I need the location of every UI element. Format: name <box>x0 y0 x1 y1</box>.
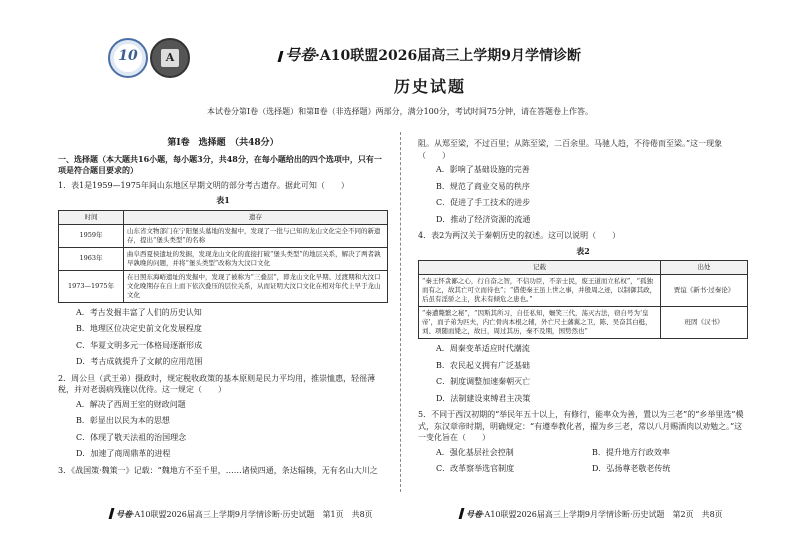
table-1-caption: 表1 <box>216 195 230 205</box>
table-row <box>59 270 388 302</box>
q1-option-a: A．考古发掘丰富了人们的历史认知 <box>76 307 202 317</box>
right-column <box>418 138 748 480</box>
table-row <box>59 224 388 247</box>
alliance-logo-text: 10 <box>118 48 138 64</box>
table-cell-record: “秦王怀贪鄙之心，行自奋之智，不信功臣，不亲士民，废王道而立私权”，“孤独而有之，故其亡可立而待也”；“借使秦王虽上世之事，并殷周之迹，以制御其政，后虽有淫骄之主，犹未有倾危之患也。” <box>419 275 661 307</box>
table-header-source: 出处 <box>661 261 748 275</box>
table-header-time: 时间 <box>59 210 124 224</box>
table-cell-site: 山东省文物部门在宁阳堡头墓地的发掘中，发现了一批与已知的龙山文化完全不同的新遗存，提出“堡头类型”的名称 <box>124 224 388 247</box>
q3-option-b: B．规范了商业交易的秩序 <box>436 181 530 191</box>
table-header-row <box>59 210 388 224</box>
q4-option-c: C．制度调整加速秦朝灭亡 <box>436 377 531 386</box>
section-title: 第Ⅰ卷 选择题 （共48分） <box>167 138 279 148</box>
school-seal-logo <box>150 38 190 78</box>
table-cell-source: 贾谊《新书·过秦论》 <box>661 275 748 307</box>
table-cell-time: 1963年 <box>59 247 124 270</box>
q4-option-b: B．农民起义拥有广泛基础 <box>436 360 530 370</box>
question-3-stem: 3．《战国策·魏策一》记载：“魏地方不至千里，……诸侯四通，条达辐辏，无有名山大川之 <box>58 465 378 475</box>
column-divider <box>400 132 401 492</box>
q1-option-d: D．考古成就提升了文献的应用范围 <box>76 357 203 366</box>
alliance-logo <box>108 38 148 78</box>
table-header-site: 遗存 <box>124 210 388 224</box>
exam-instructions: 本试卷分第Ⅰ卷（选择题）和第Ⅱ卷（非选择题）两部分，满分100分，考试时间75分钟，请在答题卷上作答。 <box>206 107 594 116</box>
question-5-stem: 5．不同于西汉初期的“举民年五十以上，有修行，能率众为善，置以为三老”的“乡举里选”模式，东汉章帝时期，明确规定：“有遵奉教化者，擢为乡三老，常以八月赐酒肉以劝勉之。”这一变化旨在（ ） <box>418 410 744 442</box>
brand-name: 号卷 <box>285 46 316 64</box>
q2-option-d: D．加速了商周鼎革的进程 <box>76 449 171 458</box>
left-column <box>58 138 388 479</box>
footer-left-text: ·A10联盟2026届高三上学期9月学情诊断·历史试题 第1页 共8页 <box>132 510 373 519</box>
footer-left <box>110 508 373 520</box>
q2-option-b: B．彰显出以民为本的思想 <box>76 416 170 425</box>
footer-right <box>460 508 723 520</box>
exam-title <box>250 44 610 65</box>
table-2-caption: 表2 <box>576 245 590 256</box>
table-cell-time: 1959年 <box>59 224 124 247</box>
table-header-record: 记载 <box>419 261 661 275</box>
subject-title: 历史试题 <box>393 77 466 96</box>
q5-option-b: B．提升地方行政效率 <box>592 447 670 457</box>
q5-option-c: C．改革察举选官制度 <box>436 464 515 473</box>
brand-mark-icon <box>459 508 465 519</box>
q3-option-a: A．影响了基础设施的完善 <box>436 165 530 174</box>
q1-option-b: B．地理区位决定史前文化发展程度 <box>76 324 202 333</box>
q5-options-row <box>436 447 748 459</box>
question-2-stem: 2．周公旦（武王弟）摄政时，规定税收政策的基本原则是民力平均用，推崇恤惠，轻徭薄税，并对老弱病残施以优待。这一规定（ ） <box>58 373 376 394</box>
table-cell-site: 在日照东海峪遗址的发掘中，发现了被称为“三叠层”，即龙山文化早期、过渡期和大汶口文化晚期存在自上而下依次叠压的层位关系，从而证明大汶口文化在相对年代上早于龙山文化 <box>124 270 388 302</box>
footer-right-text: ·A10联盟2026届高三上学期9月学情诊断·历史试题 第2页 共8页 <box>482 510 723 519</box>
table-row <box>419 275 748 307</box>
q3-option-c: C．促进了手工技术的进步 <box>436 198 531 207</box>
q1-option-c: C．华夏文明多元一体格局逐渐形成 <box>76 340 203 350</box>
question-4-stem: 4．表2为两汉关于秦朝历史的叙述。这可以说明（ ） <box>418 231 621 240</box>
q4-option-d: D．法制建设束缚君主决策 <box>436 393 531 403</box>
table-row <box>419 307 748 339</box>
question-3-continued: 阻。从郑至梁，不过百里；从陈至梁，二百余里。马驰人趋，不待倦而至梁。”这一现象（ ） <box>418 139 723 160</box>
q3-option-d: D．推动了经济资源的流通 <box>436 214 531 224</box>
brand-mark-icon <box>109 508 115 519</box>
q2-option-c: C．体现了敬天法祖的治国理念 <box>76 432 187 442</box>
footer-brand: 号卷 <box>116 509 132 519</box>
table-1 <box>58 210 388 303</box>
table-cell-time: 1973—1975年 <box>59 270 124 302</box>
footer-brand: 号卷 <box>466 509 482 519</box>
q5-options-row <box>436 463 748 475</box>
q2-option-a: A．解决了西周王室的财政问题 <box>76 399 186 409</box>
table-2 <box>418 260 748 339</box>
question-1-stem: 1．表1是1959—1975年间山东地区早期文明的部分考古遗存。据此可知（ ） <box>58 180 349 190</box>
exam-title-text: ·A10联盟2026届高三上学期9月学情诊断 <box>315 48 581 64</box>
school-seal-text: A <box>161 49 179 67</box>
table-row <box>59 247 388 270</box>
table-cell-source: 班固《汉书》 <box>661 307 748 339</box>
part-heading: 一、选择题（本大题共16小题，每小题3分，共48分，在每小题给出的四个选项中，只有一项是符合题目要求的） <box>58 153 382 175</box>
table-cell-site: 曲阜西夏侯遗址的发掘，发现龙山文化的直接打破“堡头类型”的地层关系，解决了两者孰早孰晚的问题，并将“堡头类型”改称为大汶口文化 <box>124 247 388 270</box>
q4-option-a: A．周秦变革适应时代潮流 <box>436 344 530 353</box>
table-cell-record: “秦遭斃繁之秘”，“因斯其所习，自任私知，姍笑三代，荡灭古法，窃自号为‘皇帝’，而子弟为匹夫，内亡骨肉本根之辅，外亡尺土藩翼之卫，陈、吴奋其白梃，刘、项随而毙之，故曰，周过其历，秦不及期，国势然也” <box>419 307 661 339</box>
brand-mark-icon <box>278 51 284 62</box>
q5-option-d: D．弘扬尊老敬老传统 <box>592 464 671 473</box>
q5-option-a: A．强化基层社会控制 <box>436 447 514 457</box>
table-header-row <box>419 261 748 275</box>
